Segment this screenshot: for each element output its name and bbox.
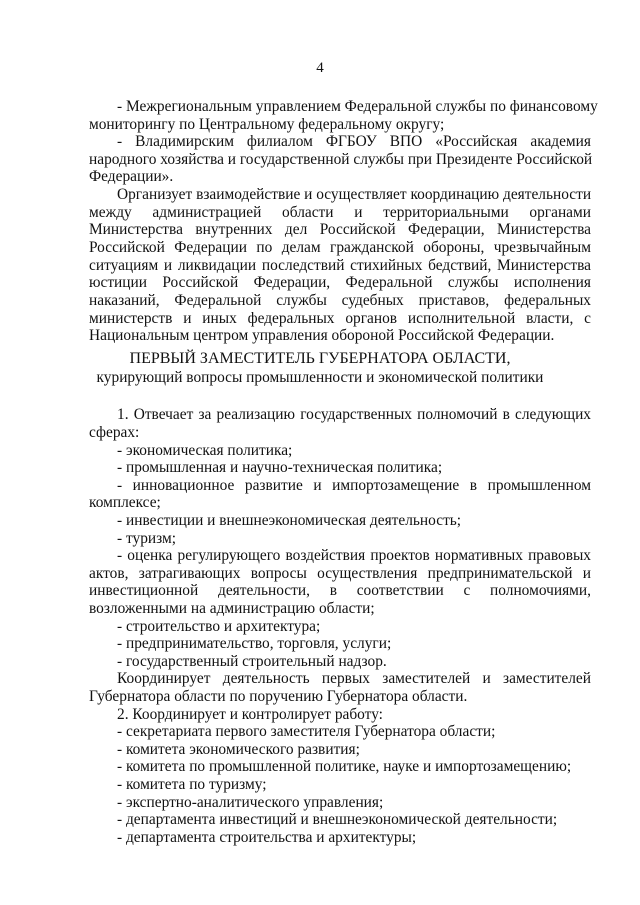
intro-paragraph-line-4: Российской Федерации по делам гражданской обороны, чрезвычайным <box>89 239 591 256</box>
section1-item-regulation-line-2: актов, затрагивающих вопросы осуществления предпринимательской и <box>89 565 591 582</box>
section1-item-regulation-line-4: возложенными на администрацию области; <box>89 600 375 617</box>
section1-intro-line-2: сферах: <box>89 424 140 441</box>
section2-item-industry-committee: - комитета по промышленной политике, науке и импортозамещению; <box>117 758 572 775</box>
section1-item-entrepreneurship: - предпринимательство, торговля, услуги; <box>117 635 392 652</box>
intro-paragraph-line-1: Организует взаимодействие и осуществляет координацию деятельности <box>117 186 592 203</box>
section2-intro: 2. Координирует и контролирует работу: <box>117 706 383 723</box>
section2-item-construction-department: - департамента строительства и архитектуры; <box>117 829 417 846</box>
page-number: 4 <box>316 60 324 76</box>
intro-item-2-line-1: - Владимирским филиалом ФГБОУ ВПО «Российская академия <box>117 133 591 150</box>
section2-item-economic-committee: - комитета экономического развития; <box>117 741 360 758</box>
section2-item-expert-department: - экспертно-аналитического управления; <box>117 794 384 811</box>
intro-paragraph-line-8: министерств и иных федеральных органов исполнительной власти, с <box>89 310 591 327</box>
intro-paragraph-line-5: ситуациям и ликвидации последствий стихийных бедствий, Министерства <box>89 257 591 274</box>
section1-item-regulation-line-1: - оценка регулирующего воздействия проектов нормативных правовых <box>117 547 591 564</box>
section-heading-title: ПЕРВЫЙ ЗАМЕСТИТЕЛЬ ГУБЕРНАТОРА ОБЛАСТИ, <box>129 350 511 367</box>
intro-item-2-line-2: народного хозяйства и государственной службы при Президенте Российской <box>89 151 593 168</box>
section1-intro-line-1: 1. Отвечает за реализацию государственных полномочий в следующих <box>117 406 591 423</box>
section2-item-tourism-committee: - комитета по туризму; <box>117 776 267 793</box>
section1-item-economic-policy: - экономическая политика; <box>117 442 293 459</box>
section1-item-supervision: - государственный строительный надзор. <box>117 653 387 670</box>
section2-item-secretariat: - секретариата первого заместителя Губернатора области; <box>117 723 496 740</box>
intro-item-1-line-2: мониторингу по Центральному федеральному округу; <box>89 116 445 133</box>
section1-coordinates-line-2: Губернатора области по поручению Губернатора области. <box>89 688 468 705</box>
section2-item-investment-department: - департамента инвестиций и внешнеэкономической деятельности; <box>117 811 558 828</box>
section1-item-industrial-policy: - промышленная и научно-техническая политика; <box>117 459 443 476</box>
intro-paragraph-line-3: Министерства внутренних дел Российской Федерации, Министерства <box>89 221 591 238</box>
section-heading-subtitle: курирующий вопросы промышленности и экономической политики <box>96 369 544 386</box>
section1-item-construction: - строительство и архитектура; <box>117 618 321 635</box>
section1-item-investment: - инвестиции и внешнеэкономическая деятельность; <box>117 512 462 529</box>
section1-coordinates-line-1: Координирует деятельность первых заместителей и заместителей <box>117 670 591 687</box>
intro-paragraph-line-6: юстиции Российской Федерации, Федеральной службы исполнения <box>89 274 591 291</box>
intro-item-1-line-1: - Межрегиональным управлением Федеральной службы по финансовому <box>117 98 598 115</box>
intro-paragraph-line-2: между администрацией области и территориальными органами <box>89 204 591 221</box>
section1-item-innovation-line-1: - инновационное развитие и импортозамещение в промышленном <box>117 477 591 494</box>
section1-item-innovation-line-2: комплексе; <box>89 494 161 511</box>
intro-item-2-line-3: Федерации». <box>89 168 174 185</box>
intro-paragraph-line-7: наказаний, Федеральной службы судебных приставов, федеральных <box>89 292 591 309</box>
section1-item-tourism: - туризм; <box>117 530 176 547</box>
section1-item-regulation-line-3: инвестиционной деятельности, в соответствии с полномочиями, <box>89 582 591 599</box>
intro-paragraph-line-9: Национальным центром управления обороной Российской Федерации. <box>89 327 555 344</box>
